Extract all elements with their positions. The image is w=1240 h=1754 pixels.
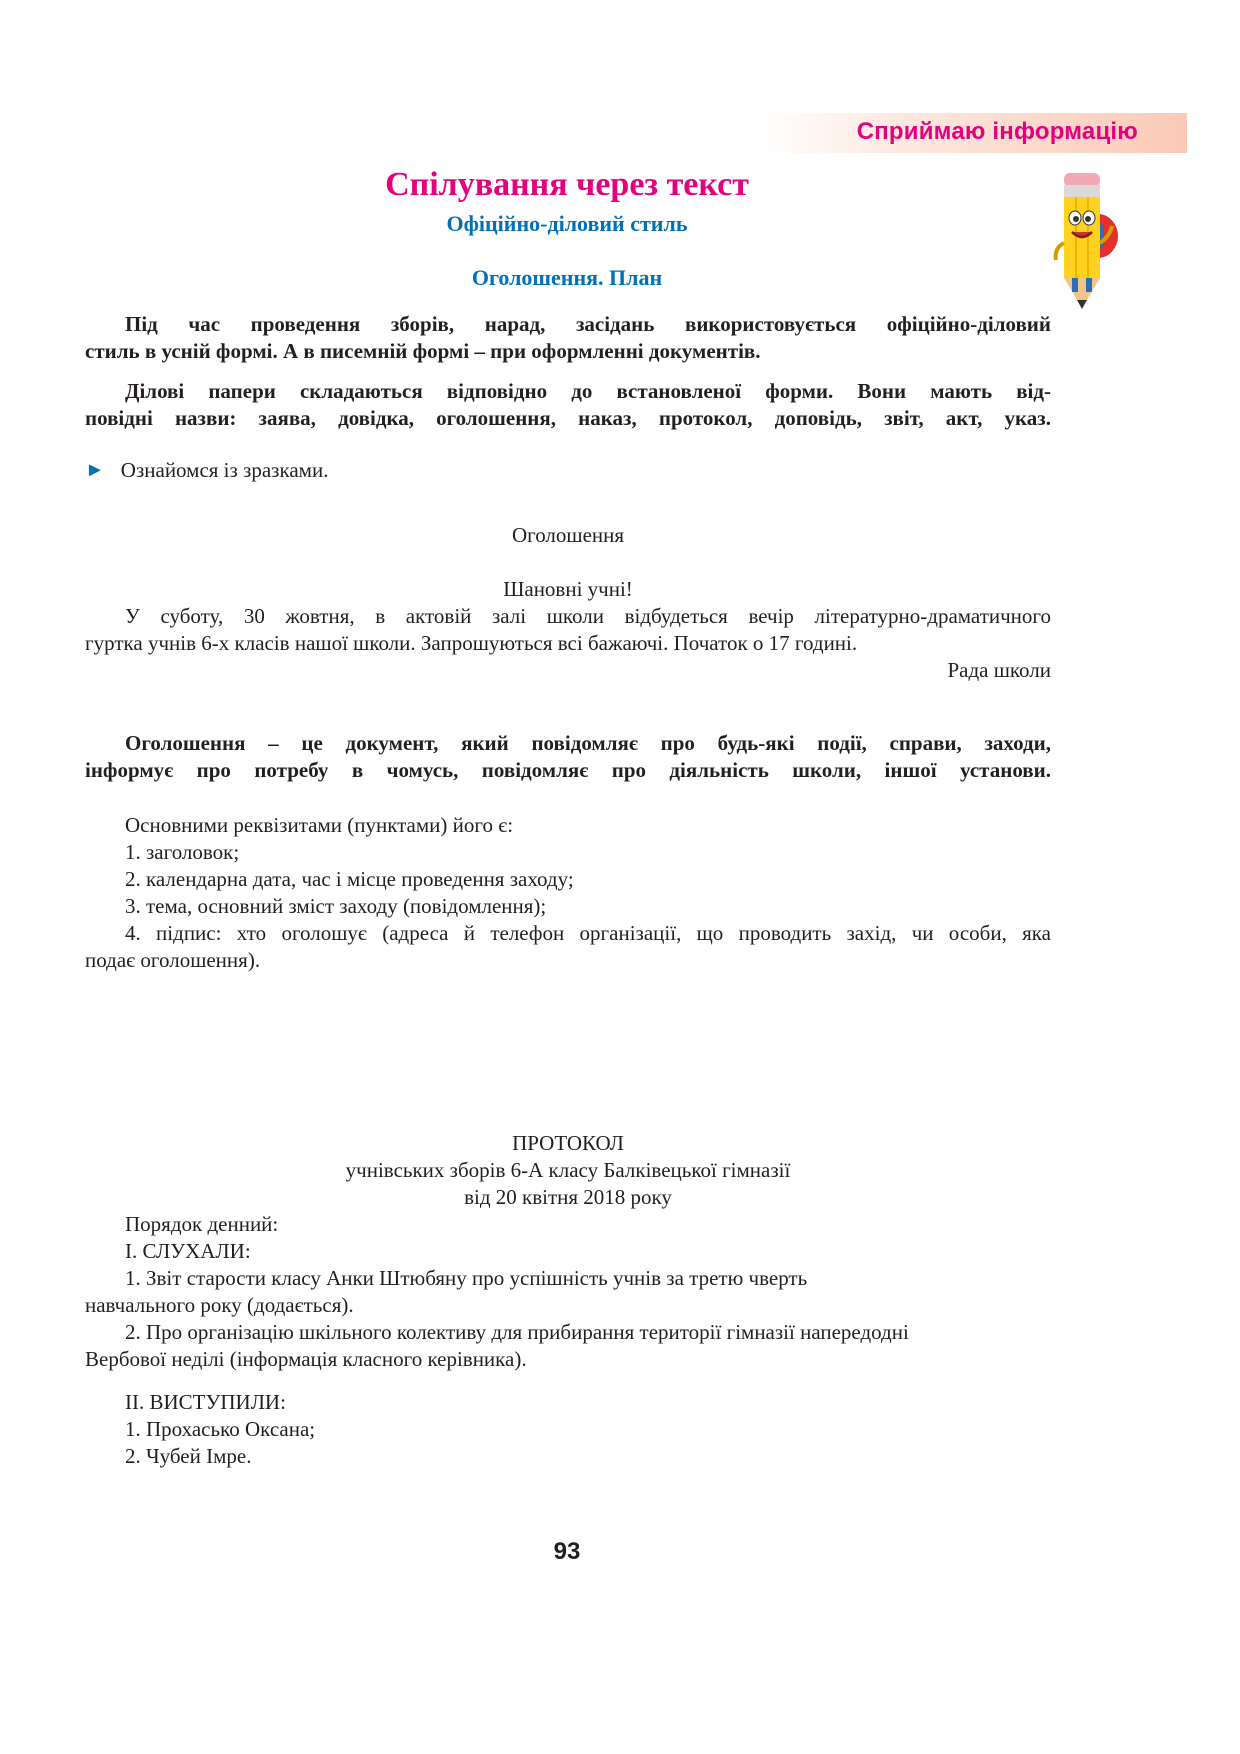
definition-paragraph [85,730,1051,784]
protocol-title: ПРОТОКОЛ [512,1131,624,1155]
protocol-subtitle: учнівських зборів 6-А класу Балківецької гімназії [345,1158,791,1182]
protocol-spoke-heading: ІІ. ВИСТУПИЛИ: [125,1390,286,1414]
page-subtitle: Офіційно-діловий стиль [446,211,688,236]
announcement-body-line: У суботу, 30 жовтня, в актовій залі школи відбудеться вечір літературно-драматичного [125,604,1051,628]
list-item-continuation: подає оголошення). [85,948,261,972]
list-item: 1. заголовок; [125,840,240,864]
page-number: 93 [553,1538,581,1565]
protocol-heard-heading: І. СЛУХАЛИ: [125,1239,251,1263]
protocol-heard-item-continuation: Вербової неділі (інформація класного керівника). [85,1347,527,1371]
protocol-spoke-block [85,1389,1051,1470]
protocol-heard-item: 2. Про організацію шкільного колективу для прибирання території гімназії напередодні [125,1320,909,1344]
intro-paragraph-2 [85,378,1051,432]
protocol-heard-item: 1. Звіт старости класу Анки Штюбяну про успішність учнів за третю чверть [125,1266,808,1290]
announcement-body-line: гуртка учнів 6-х класів нашої школи. Запрошуються всі бажаючі. Початок о 17 годині. [85,631,858,655]
requisites-intro: Основними реквізитами (пунктами) його є: [125,813,514,837]
intro-paragraph-1 [85,311,1051,365]
announcement-greeting: Шановні учні! [503,577,633,601]
list-item: 4. підпис: хто оголошує (адреса й телефон організації, що проводить захід, чи особи, яка [125,921,1051,945]
protocol-agenda: Порядок денний: [125,1212,279,1236]
announcement-signature: Рада школи [947,658,1051,682]
definition-line: інформує про потребу в чомусь, повідомляє про діяльність школи, іншої установи. [85,758,1051,782]
intro-paragraph-1-line: стиль в усній формі. А в писемній формі – при оформленні документів. [85,339,761,363]
section-title: Оголошення. План [471,265,663,290]
protocol-date: від 20 квітня 2018 року [464,1185,672,1209]
protocol-body [85,1211,1051,1373]
announcement-body [85,603,1051,657]
section-header-label: Сприймаю інформацію [856,118,1138,145]
intro-paragraph-2-line: повідні назви: заява, довідка, оголошення, наказ, протокол, доповідь, звіт, акт, указ. [85,406,1051,430]
intro-paragraph-2-line: Ділові папери складаються відповідно до встановленої форми. Вони мають від- [125,379,1051,403]
protocol-spoke-item: 2. Чубей Імре. [125,1444,252,1468]
task-text: Ознайомся із зразками. [120,458,329,482]
list-item: 2. календарна дата, час і місце проведення заходу; [125,867,574,891]
triangle-right-icon: ► [85,459,105,481]
announcement-heading: Оголошення [511,523,625,547]
list-item: 3. тема, основний зміст заходу (повідомлення); [125,894,547,918]
protocol-heard-item-continuation: навчального року (додається). [85,1293,354,1317]
definition-line: Оголошення – це документ, який повідомляє про будь-які події, справи, заходи, [125,731,1051,755]
requisites-block [85,812,1051,974]
intro-paragraph-1-line: Під час проведення зборів, нарад, засідань використовується офіційно-діловий [125,312,1051,336]
protocol-spoke-item: 1. Прохасько Оксана; [125,1417,316,1441]
task-instruction [85,457,328,484]
page-title: Спілування через текст [385,166,749,203]
